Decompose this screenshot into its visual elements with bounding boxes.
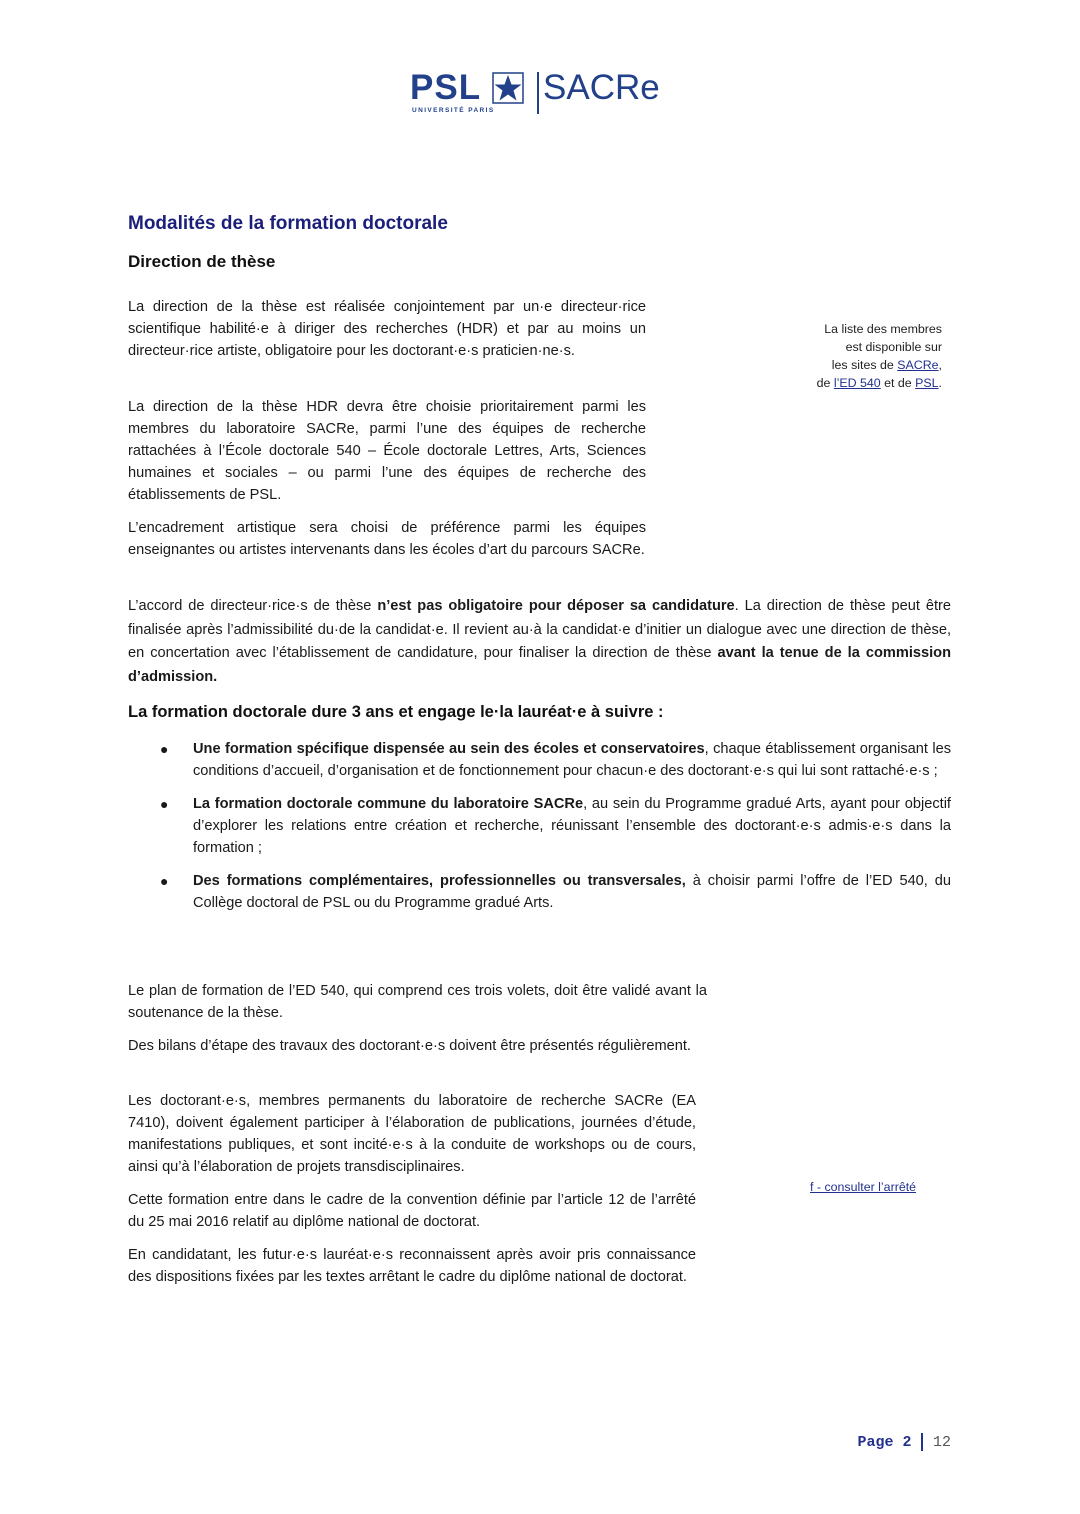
psl-sacre-logo (410, 68, 690, 118)
bullet-icon: ● (160, 873, 169, 889)
logo-separator (537, 72, 539, 114)
sidenote-members (780, 320, 942, 392)
sidenote-line: est disponible sur (845, 340, 942, 354)
section-subheading: Direction de thèse (128, 252, 276, 271)
paragraph-direction-hdr: La direction de la thèse HDR devra être choisie prioritairement parmi les membres du laboratoire SACRe, parmi l’une des équipes de recherche rattachées à l’École doctorale 540 – École doctorale Lettres, Arts, Sciences humaines et sociales – ou parmi l’une des équipes de recherche des établissements de PSL. (128, 399, 646, 503)
paragraph-accord: L’accord de directeur·rice·s de thèse n’est pas obligatoire pour déposer sa candidature. La direction de thèse peut être finalisée après l’admissibilité du·de la candidat·e. Il revient au·à la candidat·e d’initier un dialogue avec une direction de thèse, en concertation avec l’établissement de candidature, pour finaliser la direction de thèse avant la tenue de la commission d’admission. (128, 598, 951, 685)
paragraph-bilans: Des bilans d’étape des travaux des doctorant·e·s doivent être présentés régulièrement. (128, 1038, 691, 1054)
accord-bold-2: avant la tenue de la commission d’admission. (128, 645, 951, 685)
arrete-link[interactable]: f - consulter l’arrêté (810, 1180, 917, 1194)
page-total: 12 (932, 1433, 951, 1451)
paragraph-candidatant: En candidatant, les futur·e·s lauréat·e·s reconnaissent après avoir pris connaissance des dispositions fixées par les textes arrêtant le cadre du diplôme national de doctorat. (128, 1247, 696, 1285)
paragraph-plan: Le plan de formation de l’ED 540, qui comprend ces trois volets, doit être validé avant la soutenance de la thèse. (128, 983, 707, 1021)
formation-list (160, 738, 951, 925)
footer-separator (921, 1433, 923, 1451)
sacre-link[interactable]: SACRe (897, 358, 939, 372)
sidenote-line: de l’ED 540 et de PSL. (816, 376, 942, 390)
paragraph-convention: Cette formation entre dans le cadre de la convention définie par l’article 12 de l’arrêté du 25 mai 2016 relatif au diplôme national de doctorat. (128, 1192, 696, 1230)
list-item: ● Une formation spécifique dispensée au sein des écoles et conservatoires, chaque établissement organisant les conditions d’accueil, d’organisation et de fonctionnement pour chacun·e des doctorant·e·s qui lui sont rattaché·e·s ; (160, 738, 951, 782)
page-heading: Modalités de la formation doctorale (128, 213, 448, 234)
star-icon (492, 72, 524, 104)
bullet-icon: ● (160, 741, 169, 757)
paragraph-direction: La direction de la thèse est réalisée conjointement par un·e directeur·rice scientifique habilité·e à diriger des recherches (HDR) et par au moins un directeur·rice artiste, obligatoire pour les doctorant·e·s praticien·ne·s. (128, 299, 646, 359)
paragraph-doctorants: Les doctorant·e·s, membres permanents du laboratoire de recherche SACRe (EA 7410), doivent également participer à l’élaboration de publications, journées d’étude, manifestations publiques, et sont incité·e·s à la conduite de workshops ou de cours, ainsi qu’à l’élaboration de projets transdisciplinaires. (128, 1093, 696, 1175)
formation-heading: La formation doctorale dure 3 ans et engage le·la lauréat·e à suivre : (128, 703, 664, 721)
page-number: Page 2 (857, 1433, 912, 1451)
logo-university-text: UNIVERSITÉ PARIS (412, 107, 495, 114)
ed540-link[interactable]: l’ED 540 (833, 376, 881, 390)
logo-psl-text: PSL (410, 68, 482, 107)
psl-link[interactable]: PSL (915, 376, 939, 390)
bullet-icon: ● (160, 796, 169, 812)
sidenote-line: La liste des membres (824, 322, 942, 336)
logo-sacre-text: SACRe (543, 68, 660, 107)
list-item: ● Des formations complémentaires, professionnelles ou transversales, à choisir parmi l’offre de l’ED 540, du Collège doctoral de PSL ou du Programme gradué Arts. (160, 870, 951, 914)
list-item: ● La formation doctorale commune du laboratoire SACRe, au sein du Programme gradué Arts, ayant pour objectif d’explorer les relations entre création et recherche, réunissant l’ensemble des doctorant·e·s admis·e·s dans la formation ; (160, 793, 951, 859)
accord-bold-1: n’est pas obligatoire pour déposer sa candidature (377, 598, 735, 614)
page-footer (857, 1433, 951, 1451)
sidenote-line: les sites de SACRe, (831, 358, 942, 372)
paragraph-encadrement: L’encadrement artistique sera choisi de préférence parmi les équipes enseignantes ou artistes intervenants dans les écoles d’art du parcours SACRe. (128, 520, 646, 558)
